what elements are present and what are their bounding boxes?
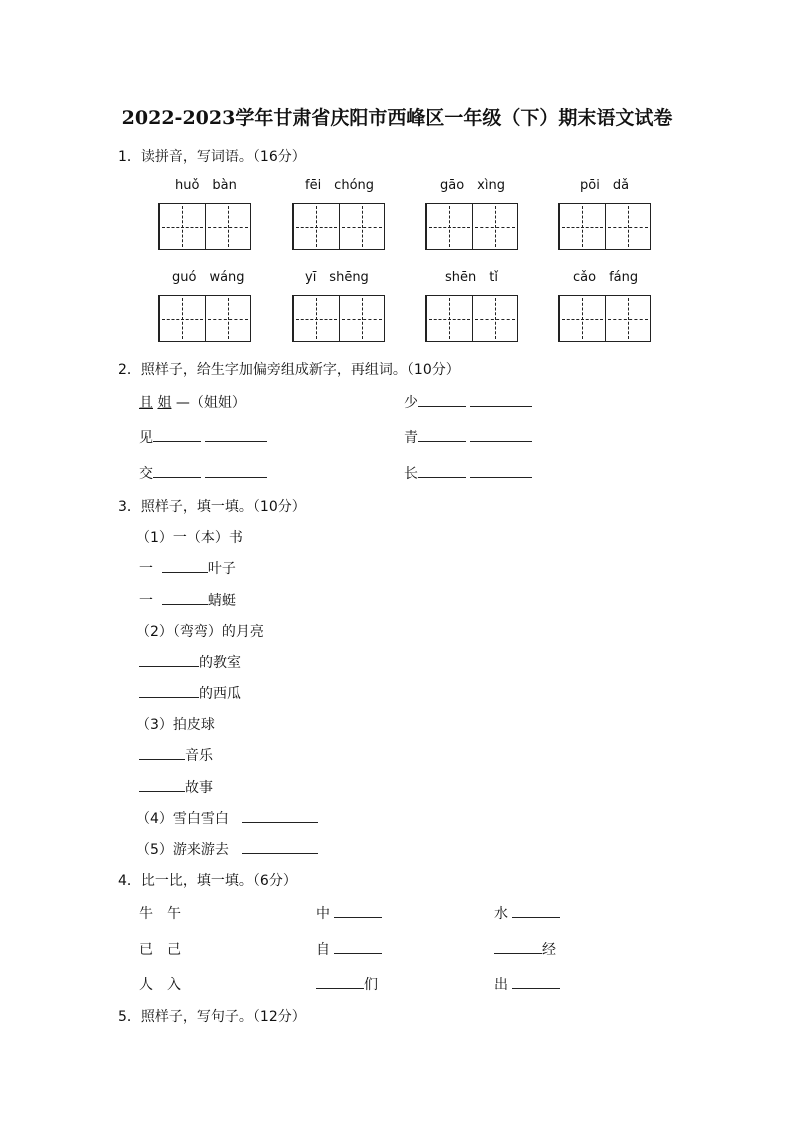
pinyin-8: cǎo fáng (573, 270, 639, 285)
q2-item-2 (139, 427, 267, 447)
blank[interactable] (512, 903, 560, 918)
writing-box-8[interactable] (558, 295, 651, 342)
q2-char: 少 (404, 395, 418, 411)
q3-part3: （3）拍皮球 (136, 717, 215, 733)
q2-char: 青 (404, 430, 418, 446)
q2-item-4 (139, 463, 267, 483)
pinyin-5: guó wáng (172, 270, 245, 285)
q4-right-1: 水 (494, 903, 560, 923)
q2-item-5 (404, 463, 532, 483)
blank[interactable] (242, 839, 318, 854)
blank[interactable] (153, 463, 201, 478)
blank[interactable] (470, 427, 532, 442)
page-title: 2022-2023学年甘肃省庆阳市西峰区一年级（下）期末语文试卷 (121, 107, 673, 129)
q2-char: 见 (139, 430, 153, 446)
q2-example (139, 392, 246, 412)
blank[interactable] (153, 427, 201, 442)
pinyin-6: yī shēng (305, 270, 369, 285)
example-new-char: 姐 (157, 395, 172, 411)
q1-heading: 1．读拼音，写词语。（16分） (118, 149, 306, 165)
q3-part1-a: 一 叶子 (139, 558, 236, 578)
blank[interactable] (139, 745, 185, 760)
q4-right-3: 出 (494, 974, 560, 994)
blank[interactable] (205, 463, 267, 478)
blank[interactable] (334, 903, 382, 918)
blank[interactable] (418, 392, 466, 407)
blank[interactable] (418, 463, 466, 478)
q2-item-3 (404, 427, 532, 447)
q3-part1: （1）一（本）书 (136, 530, 243, 546)
writing-box-1[interactable] (158, 203, 251, 250)
q2-item-1 (404, 392, 532, 412)
blank[interactable] (334, 939, 382, 954)
q3-part3-b: 故事 (139, 777, 213, 797)
pinyin-7: shēn tǐ (445, 270, 498, 285)
writing-box-4[interactable] (558, 203, 651, 250)
blank[interactable] (512, 974, 560, 989)
blank[interactable] (139, 777, 185, 792)
q3-part3-a: 音乐 (139, 745, 213, 765)
blank[interactable] (139, 652, 199, 667)
q4-right-2: 经 (494, 939, 556, 959)
writing-box-3[interactable] (425, 203, 518, 250)
q3-part2-a: 的教室 (139, 652, 241, 672)
blank[interactable] (470, 392, 532, 407)
blank[interactable] (470, 463, 532, 478)
q3-heading: 3．照样子，填一填。（10分） (118, 499, 306, 515)
q4-pair-3: 人 入 (139, 977, 181, 993)
writing-box-2[interactable] (292, 203, 385, 250)
q5-heading: 5．照样子，写句子。（12分） (118, 1009, 306, 1025)
q4-heading: 4．比一比，填一填。（6分） (118, 873, 297, 889)
blank[interactable] (316, 974, 364, 989)
q3-part2-b: 的西瓜 (139, 683, 241, 703)
q2-char: 长 (404, 466, 418, 482)
writing-box-6[interactable] (292, 295, 385, 342)
blank[interactable] (205, 427, 267, 442)
pinyin-3: gāo xìng (440, 178, 505, 193)
q4-pair-2: 已 己 (139, 942, 181, 958)
q3-part2: （2）（弯弯）的月亮 (136, 624, 264, 640)
blank[interactable] (139, 683, 199, 698)
pinyin-4: pōi dǎ (580, 178, 630, 193)
q4-mid-2: 自 (316, 939, 382, 959)
blank[interactable] (162, 558, 208, 573)
q3-part5: （5）游来游去 (136, 839, 318, 859)
writing-box-7[interactable] (425, 295, 518, 342)
q4-pair-1: 牛 午 (139, 906, 181, 922)
pinyin-1: huǒ bàn (175, 178, 237, 193)
blank[interactable] (418, 427, 466, 442)
q3-part1-b: 一 蜻蜓 (139, 590, 236, 610)
pinyin-2: fēi chóng (305, 178, 375, 193)
blank[interactable] (494, 939, 542, 954)
q3-part4: （4）雪白雪白 (136, 808, 318, 828)
example-char: 且 (139, 395, 153, 411)
q2-char: 交 (139, 466, 153, 482)
example-word: —（姐姐） (175, 395, 246, 411)
writing-box-5[interactable] (158, 295, 251, 342)
q2-heading: 2．照样子，给生字加偏旁组成新字，再组词。（10分） (118, 362, 460, 378)
q4-mid-3: 们 (316, 974, 378, 994)
blank[interactable] (242, 808, 318, 823)
q4-mid-1: 中 (316, 903, 382, 923)
blank[interactable] (162, 590, 208, 605)
